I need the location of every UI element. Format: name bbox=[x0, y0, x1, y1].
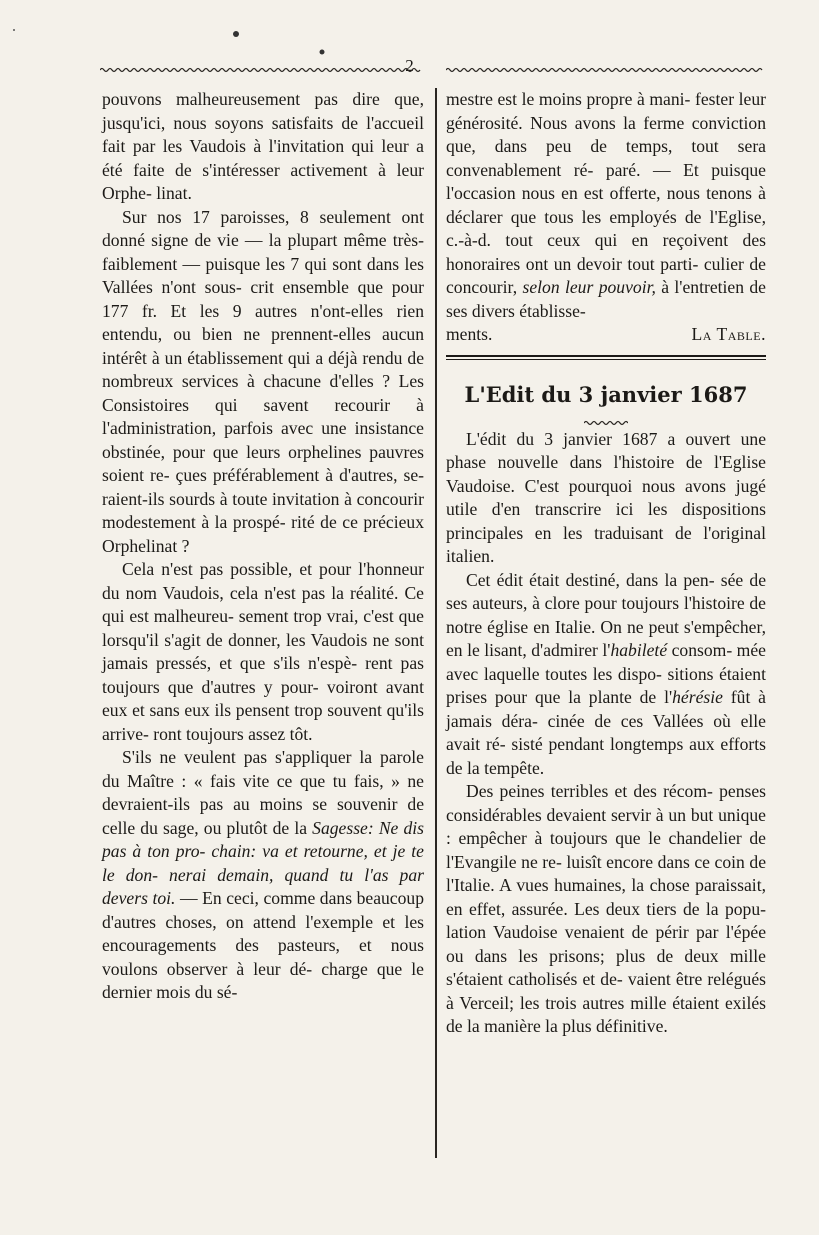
left-column bbox=[102, 88, 424, 1005]
column-divider bbox=[435, 88, 437, 1158]
paragraph-sagesse: S'ils ne veulent pas s'appliquer la parole du Maître : « fais vite ce que tu fais, » ne devraient-ils pas au moins se souvenir de celle du sage, ou plutôt de la Sagesse: Ne dis pas à ton pro- chain: va et retourne, et je te le don- nerai demain, quand tu l'as par devers toi. — En ceci, comme dans beaucoup d'autres choses, on attend l'exemple et les encouragements des pasteurs, et nous voulons observer à leur dé- charge que le dernier mois du sé- bbox=[102, 747, 425, 1002]
header-rule-left bbox=[100, 66, 422, 74]
page-number: 2 bbox=[405, 56, 414, 75]
right-column bbox=[446, 88, 766, 1039]
paragraph-honour: Cela n'est pas possible, et pour l'honneur du nom Vaudois, cela n'est pas la réalité. Ce qui est malheureu- sement trop vrai, c'est que lorsqu'il s'agit de donner, les Vaudois ne sont jamais pressés, et que s'ils n'espè- rent pas toujours que d'autres y pour- voiront avant eux et sans eux ils pensent trop souvent qu'ils arrive- ront toujours assez tôt. bbox=[102, 559, 424, 744]
section-rule-thin bbox=[446, 359, 766, 360]
heading-ornament bbox=[446, 410, 766, 422]
paragraph-edit-intro: L'édit du 3 janvier 1687 a ouvert une phase nouvelle dans l'histoire de l'Eglise Vaudoise. C'est pourquoi nous avons jugé utile d'en transcrire ici les dispositions principales en les traduisant de l'original italien. bbox=[446, 428, 766, 566]
paragraph-continuation: pouvons malheureusement pas dire que, jusqu'ici, nous soyons satisfaits de l'accueil fait par les Vaudois à l'invitation qui leur a été faite de s'intéresser activement à leur Orphe- linat. bbox=[102, 89, 424, 203]
section-rule bbox=[446, 355, 766, 357]
article-heading: L'Edit du 3 janvier 1687 bbox=[464, 381, 748, 407]
paragraph-penalties: Des peines terribles et des récom- penses considérables devaient servir à un but unique : empêcher à toujours que le chandelier de l'Evangile ne re- luisît encore dans ce coin de l'Italie. A vues humaines, la chose paraissait, en effet, assurée. Les deux tiers de la popu- lation Vaudoise venaient de périr par l'épée ou dans les prisons; plus de deux mille s'étaient catholisés et de- vaient être relégués à Verceil; les trois autres mille étaient exilés de la manière la plus définitive. bbox=[446, 781, 766, 1036]
paragraph-parishes: Sur nos 17 paroisses, 8 seulement ont donné signe de vie — la plupart même très-faiblement — puisque les 7 qui sont dans les Vallées n'ont sous- crit ensemble que pour 177 fr. Et les 9 autres n'ont-elles rien entendu, ou bien ne prennent-elles aucun intérêt à un établissement qui a déjà rendu de nombreux services à chacune d'elles ? Les Consistoires qui savent recourir à l'administration, parfois avec une insistance obstinée, pour que leurs orphelines pauvres soient re- çues préférablement à d'autres, se- raient-ils sourds à toute invitation à concourir modestement à la prospé- rité de ce précieux Orphelinat ? bbox=[102, 206, 424, 556]
signature: La Table. bbox=[691, 324, 766, 344]
signature-line: ments. La Table. bbox=[446, 323, 766, 347]
paragraph-semestre: mestre est le moins propre à mani- fester leur générosité. Nous avons la ferme conviction que, dans peu de temps, tout sera convenablement ré- paré. — Et puisque l'occasion nous en est offerte, nous tenons à déclarer que tous les employés de l'Eglise, c.-à-d. tout ceux qui en reçoivent des honoraires ont un devoir tout parti- culier de concourir, selon leur pouvoir, à l'entretien de ses divers établisse- bbox=[446, 89, 766, 321]
header-rule-right bbox=[446, 66, 764, 74]
paragraph-edit-purpose: Cet édit était destiné, dans la pen- sée de ses auteurs, à clore pour toujours l'histoire de notre église en Italie. On ne peut s'empêcher, en le lisant, d'admirer l'habileté consom- mée avec laquelle toutes les dispo- sitions étaient prises pour que la plante de l'hérésie fût à jamais déra- cinée de ces Vallées où elle avait ré- sisté pendant longtemps aux efforts de la tempête. bbox=[446, 569, 766, 778]
